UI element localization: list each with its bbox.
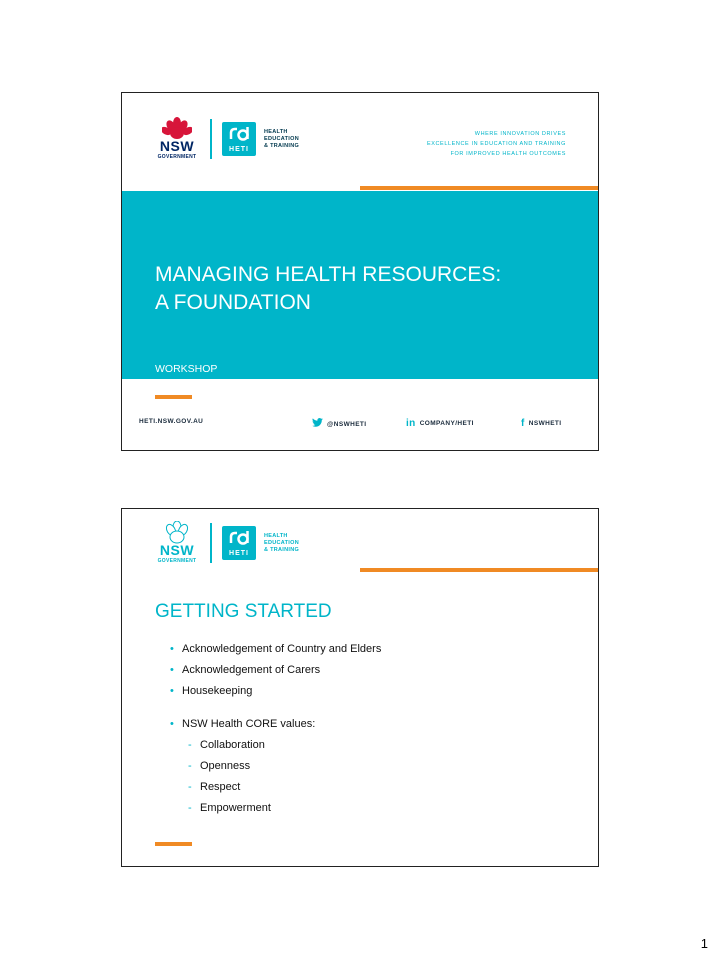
page-number: 1 [700, 936, 708, 951]
title-panel [122, 191, 598, 379]
nsw-government-logo [154, 521, 200, 565]
tagline-line: WHERE INNOVATION DRIVES [474, 131, 566, 137]
tagline-line: FOR IMPROVED HEALTH OUTCOMES [450, 151, 566, 157]
heti-logo-icon [228, 125, 250, 143]
heti-label-line: EDUCATION [264, 135, 299, 142]
logo-divider [210, 523, 212, 563]
orange-accent-bar [360, 568, 598, 572]
heti-label [264, 533, 299, 554]
logo-row [154, 117, 299, 161]
heti-label-line: & TRAINING [264, 546, 300, 553]
tagline-line: EXCELLENCE IN EDUCATION AND TRAINING [426, 141, 566, 147]
bullet-list [170, 639, 381, 819]
sub-list-item: - Respect [188, 777, 381, 798]
list-item: • Housekeeping [170, 681, 381, 702]
nsw-text: NSW [159, 542, 195, 558]
twitter-icon [312, 418, 323, 430]
facebook-text: NSWHETI [528, 420, 562, 427]
heti-word: HETI [229, 146, 249, 153]
government-text: GOVERNMENT [157, 154, 197, 160]
list-item: • NSW Health CORE values: [170, 714, 381, 735]
facebook-icon: f [521, 418, 525, 429]
sub-list [188, 735, 381, 819]
heti-label-line: EDUCATION [264, 539, 299, 546]
slide-footer [122, 418, 598, 432]
nsw-text: NSW [159, 138, 195, 154]
twitter-link[interactable] [312, 418, 367, 430]
government-text: GOVERNMENT [157, 558, 197, 564]
nsw-government-logo [154, 117, 200, 161]
heti-label-line: HEALTH [264, 532, 288, 539]
short-accent-bar [155, 395, 192, 399]
website-link[interactable] [139, 418, 203, 425]
twitter-text: @NSWHETI [327, 420, 367, 428]
heti-word: HETI [229, 550, 249, 557]
list-item: • Acknowledgement of Country and Elders [170, 639, 381, 660]
logo-row [154, 521, 299, 565]
slide-main-title: MANAGING HEALTH RESOURCES: A FOUNDATION [155, 263, 502, 314]
short-accent-bar [155, 842, 192, 846]
sub-list-item: - Collaboration [188, 735, 381, 756]
heti-label-line: HEALTH [264, 128, 288, 135]
heti-label [264, 129, 299, 150]
facebook-link[interactable] [521, 418, 562, 429]
linkedin-icon: in [406, 418, 416, 429]
slide-title: GETTING STARTED [155, 601, 332, 622]
website-text: HETI.NSW.GOV.AU [139, 418, 204, 425]
tagline [427, 129, 566, 159]
heti-label-line: & TRAINING [264, 142, 300, 149]
heti-logo [222, 526, 256, 560]
linkedin-link[interactable] [406, 418, 474, 429]
sub-list-item: - Empowerment [188, 798, 381, 819]
slide-title [121, 92, 599, 451]
slide-getting-started [121, 508, 599, 867]
linkedin-text: COMPANY/HETI [419, 420, 474, 427]
logo-divider [210, 119, 212, 159]
heti-logo [222, 122, 256, 156]
slide-subtitle: WORKSHOP [155, 363, 218, 375]
heti-logo-icon [228, 529, 250, 547]
sub-list-item: - Openness [188, 756, 381, 777]
list-spacer [170, 702, 381, 714]
orange-accent-bar [360, 186, 598, 190]
list-item: • Acknowledgement of Carers [170, 660, 381, 681]
